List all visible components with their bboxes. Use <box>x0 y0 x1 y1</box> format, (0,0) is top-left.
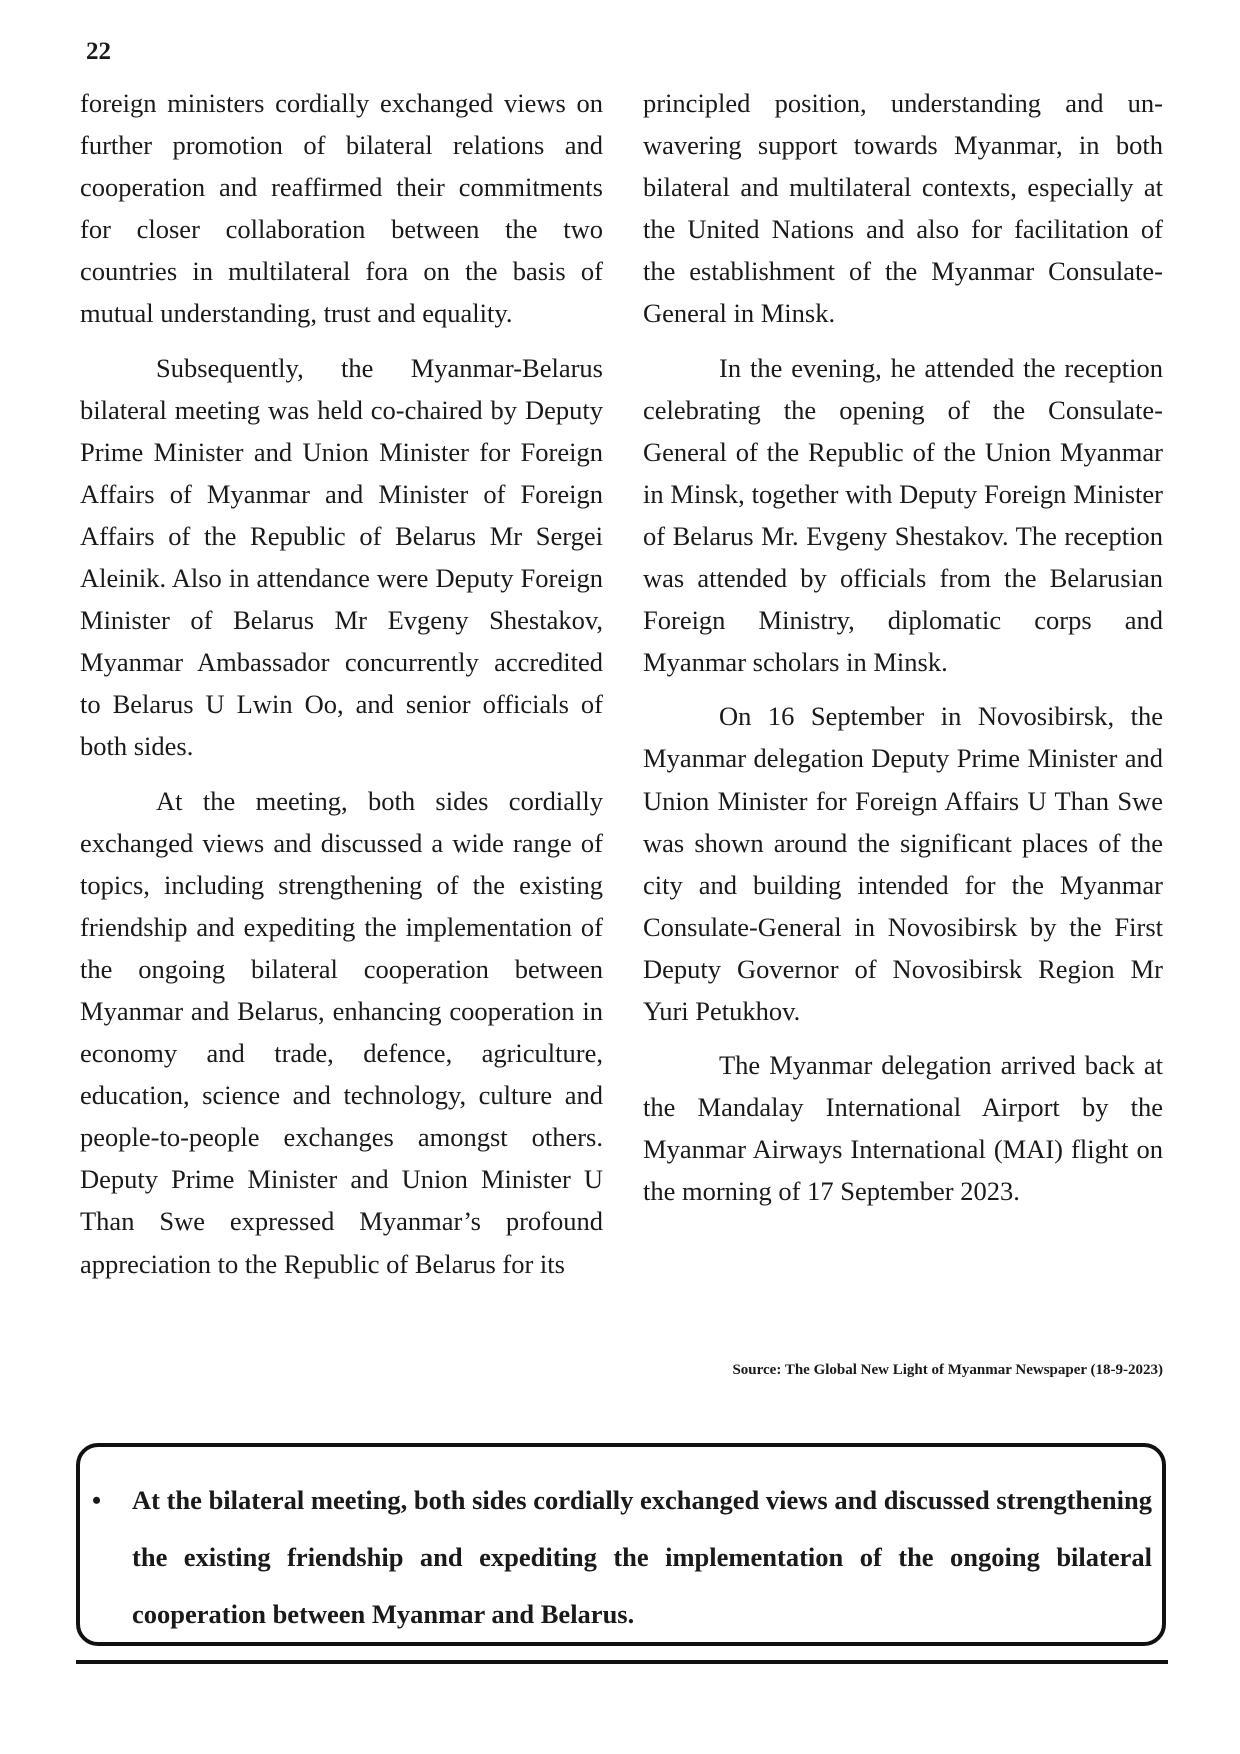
paragraph: Subsequently, the Myanmar-Belarus bilateral meeting was held co-chaired by Deputy Prime Minister and Union Minister for Foreign Affairs of Myanmar and Minister of Foreign Affairs of the Republic of Belarus Mr Sergei Aleinik. Also in attendance were Deputy Foreign Minister of Belarus Mr Evgeny Shestakov, Myanmar Ambassador concurrently accredited to Belarus U Lwin Oo, and senior officials of both sides. <box>80 352 603 762</box>
page-number: 22 <box>86 38 111 65</box>
right-column <box>643 82 1163 1224</box>
left-column <box>80 82 603 1297</box>
paragraph: principled position, understanding and unwavering support towards Myanmar, in both bilateral and multilateral contexts, especially at the United Nations and also for facilitation of the establishment of the Myanmar Consulate-General in Minsk. <box>643 88 1163 329</box>
paragraph: foreign ministers cordially exchanged views on further promotion of bilateral relations and cooperation and reaffirmed their commitments for closer collaboration between the two countries in multilateral fora on the basis of mutual understanding, trust and equality. <box>80 88 603 329</box>
paragraph: On 16 September in Novosibirsk, the Myanmar delegation Deputy Prime Minister and Union Minister for Foreign Affairs U Than Swe was shown around the significant places of the city and building intended for the Myanmar Consulate-General in Novosibirsk by the First Deputy Governor of Novosibirsk Region Mr Yuri Petukhov. <box>643 701 1163 1026</box>
source-citation: Source: The Global New Light of Myanmar Newspaper (18-9-2023) <box>732 1362 1163 1378</box>
paragraph: In the evening, he attended the reception celebrating the opening of the Consulate-General of the Republic of the Union Myanmar in Minsk, together with Deputy Foreign Minister of Belarus Mr. Evgeny Shestakov. The reception was attended by officials from the Belarusian Foreign Ministry, diplomatic corps and Myanmar scholars in Minsk. <box>643 352 1163 678</box>
paragraph: The Myanmar delegation arrived back at the Mandalay International Airport by the Myanmar Airways International (MAI) flight on the morning of 17 September 2023. <box>643 1050 1163 1207</box>
bottom-rule <box>76 1660 1168 1664</box>
bullet-icon: • <box>92 1486 102 1515</box>
highlight-text: At the bilateral meeting, both sides cordially exchanged views and discussed strengthening the existing friendship and expediting the implementation of the ongoing bilateral cooperation between Myanmar and Belarus. <box>132 1485 1152 1629</box>
paragraph: At the meeting, both sides cordially exchanged views and discussed a wide range of topics, including strengthening of the existing friendship and expediting the implementation of the ongoing bilateral cooperation between Myanmar and Belarus, enhancing cooperation in economy and trade, defence, agriculture, education, science and technology, culture and people-to-people exchanges amongst others. Deputy Prime Minister and Union Minister U Than Swe expressed Myanmar’s profound appreciation to the Republic of Belarus for its <box>80 785 603 1279</box>
